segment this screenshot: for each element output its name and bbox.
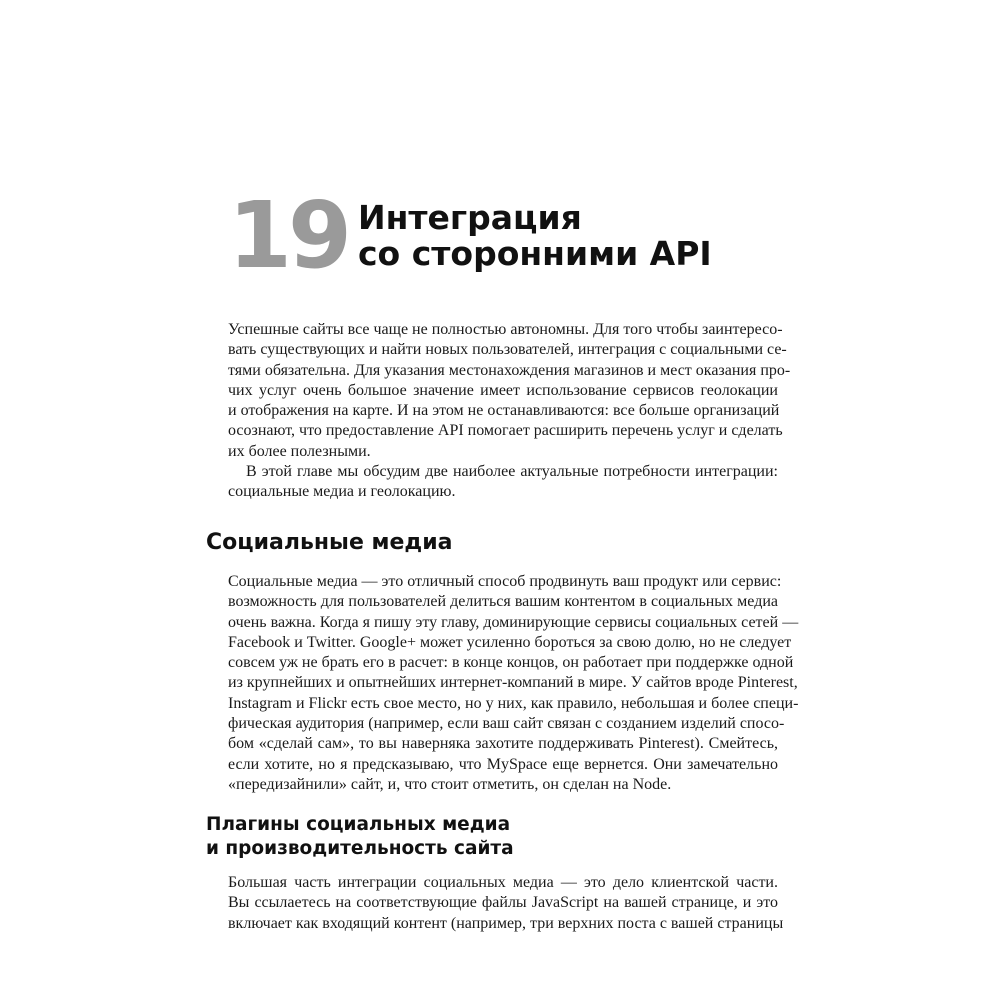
text-line: чих услуг очень большое значение имеет использование сервисов геолокации xyxy=(228,381,778,399)
text-line: и отображения на карте. И на этом не останавливаются: все больше организаций xyxy=(228,402,780,420)
text-line: включает как входящий контент (например, три верхних поста с вашей страницы xyxy=(228,914,784,932)
text-line: осознают, что предоставление API помогает расширить перечень услуг и сделать xyxy=(228,422,783,440)
text-line: социальные медиа и геолокацию. xyxy=(228,483,456,501)
text-line: их более полезными. xyxy=(228,442,371,460)
chapter-title-line: Интеграция xyxy=(358,198,582,237)
text-line: возможность для пользователей делиться вашим контентом в социальных медиа xyxy=(228,593,778,611)
text-line: Успешные сайты все чаще не полностью автономны. Для того чтобы заинтересо- xyxy=(228,321,783,338)
text-line: бом «сделай сам», то вы наверняка захотите поддерживать Pinterest). Смейтесь, xyxy=(228,735,778,753)
text-line: фическая аудитория (например, если ваш сайт связан с созданием изделий спосо- xyxy=(228,715,785,733)
text-line: совсем уж не брать его в расчет: в конце концов, он работает при поддержке одной xyxy=(228,654,794,672)
text-line: Instagram и Flickr есть свое место, но у них, как правило, небольшая и более специ- xyxy=(228,694,799,712)
text-line: В этой главе мы обсудим две наиболее актуальные потребности интеграции: xyxy=(246,463,778,480)
chapter-number: 19 xyxy=(228,182,349,289)
text-line: Социальные медиа — это отличный способ продвинуть ваш продукт или сервис: xyxy=(228,573,782,590)
text-line: Вы ссылаетесь на соответствующие файлы JavaScript на вашей странице, и это xyxy=(228,894,778,912)
text-line: из крупнейших и опытнейших интернет-компаний в мире. У сайтов вроде Pinterest, xyxy=(228,674,798,692)
subsection-heading-plugins xyxy=(206,813,514,861)
social-media-paragraph xyxy=(228,572,799,795)
intro-paragraph-2 xyxy=(228,462,778,503)
text-line: тями обязательна. Для указания местонахождения магазинов и мест оказания про- xyxy=(228,361,791,379)
text-line: вать существующих и найти новых пользователей, интеграция с социальными се- xyxy=(228,341,787,359)
heading-line: и производительность сайта xyxy=(206,838,514,859)
text-line: Большая часть интеграции социальных медиа — это дело клиентской части. xyxy=(228,874,778,891)
text-line: если хотите, но я предсказываю, что MySpace еще вернется. Они замечательно xyxy=(228,755,778,773)
plugins-paragraph xyxy=(228,873,784,934)
chapter-title xyxy=(358,200,808,272)
text-line: Facebook и Twitter. Google+ может усиленно бороться за свою долю, но не следует xyxy=(228,633,792,651)
heading-line: Плагины социальных медиа xyxy=(206,814,511,835)
text-line: очень важна. Когда я пишу эту главу, доминирующие сервисы социальных сетей — xyxy=(228,613,799,631)
text-line: «передизайнили» сайт, и, что стоит отметить, он сделан на Node. xyxy=(228,775,672,793)
section-heading-social-media: Социальные медиа xyxy=(206,530,453,555)
intro-paragraph-1 xyxy=(228,320,791,462)
chapter-title-line: со сторонними API xyxy=(358,234,712,273)
